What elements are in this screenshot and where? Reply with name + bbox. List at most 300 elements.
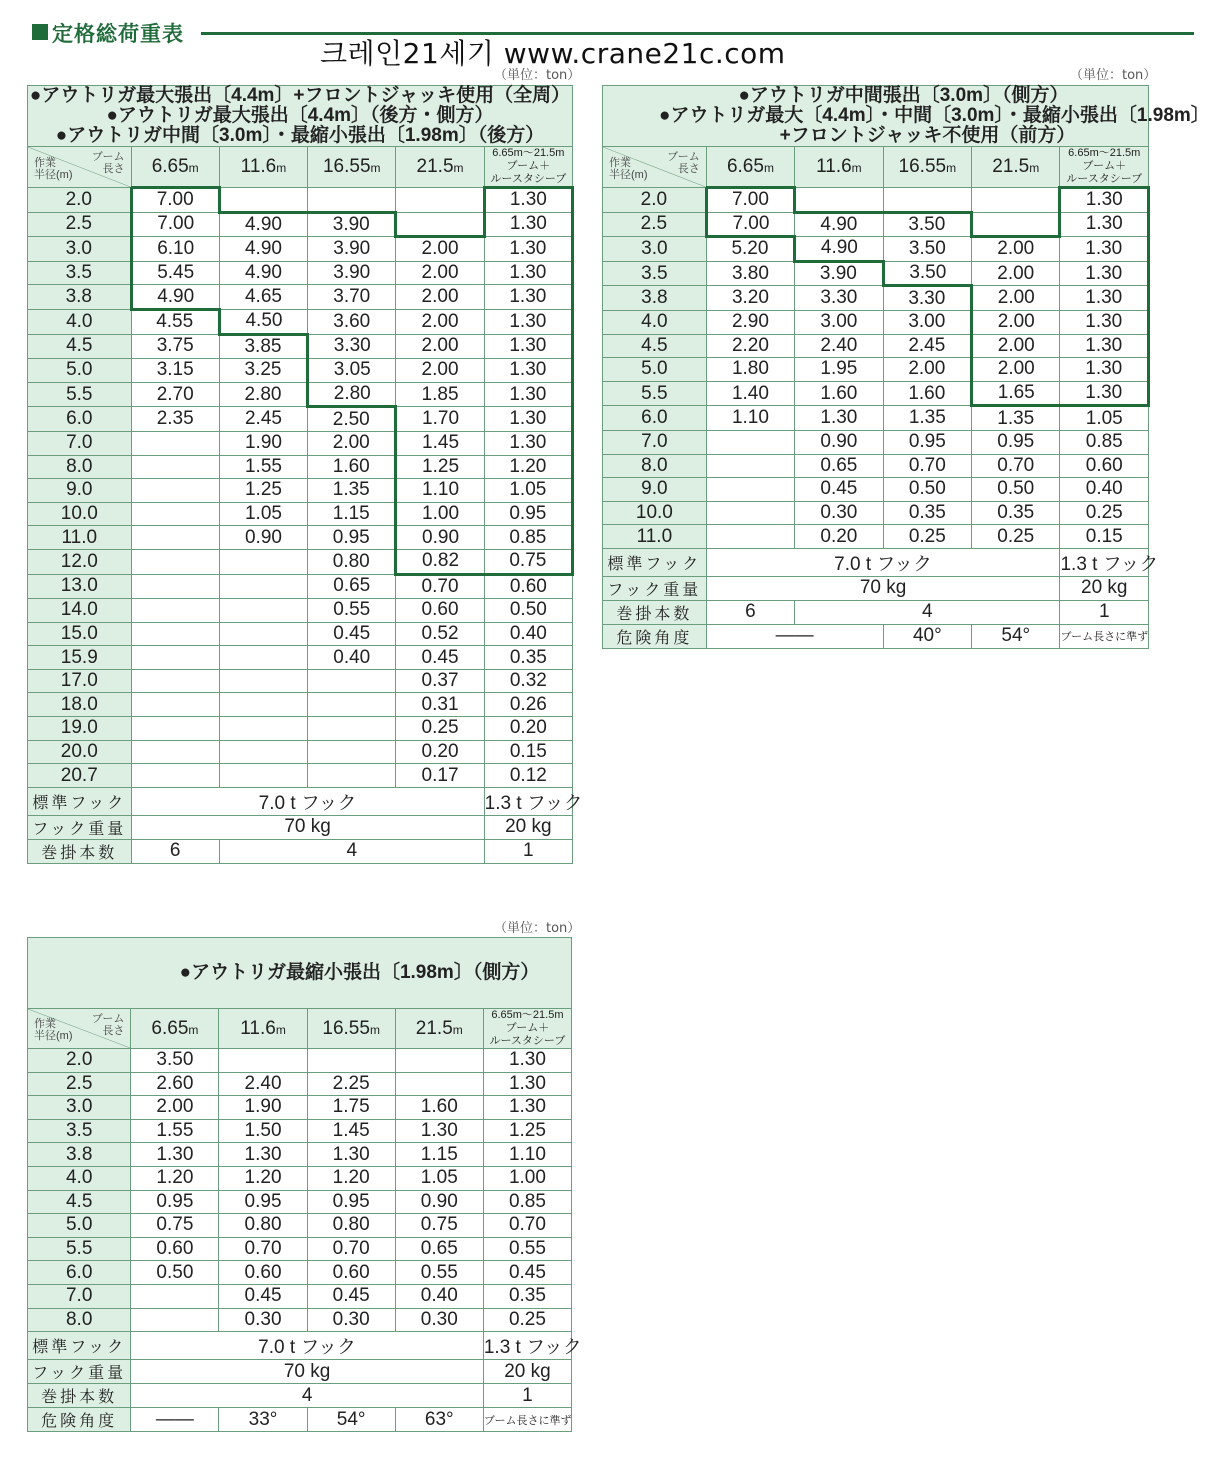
load-cell [308, 764, 396, 788]
table-row [28, 285, 573, 310]
load-cell: 1.20 [484, 455, 572, 479]
load-cell: 3.00 [883, 310, 971, 334]
table-row [603, 525, 1149, 549]
load-cell: 4.55 [131, 309, 219, 334]
corner-boom-label: ブーム 長さ [667, 151, 700, 175]
load-cell: 1.30 [483, 1072, 571, 1096]
load-cell: 1.30 [483, 1049, 571, 1073]
load-cell [131, 479, 219, 503]
load-cell: 0.35 [484, 646, 572, 670]
load-cell: 0.30 [795, 501, 883, 525]
load-cell: 1.30 [484, 237, 572, 262]
table-row [28, 1166, 572, 1190]
table-row [28, 740, 573, 764]
load-cell: 3.90 [308, 261, 396, 285]
load-cell: 3.00 [795, 310, 883, 334]
load-cell: 0.25 [396, 717, 484, 741]
load-cell: 1.10 [706, 406, 794, 431]
radius-cell: 19.0 [28, 717, 132, 741]
load-cell: 0.55 [308, 599, 396, 623]
table-row [28, 693, 573, 717]
table-row [603, 478, 1149, 502]
table-row [28, 502, 573, 526]
load-cell: 7.00 [706, 188, 794, 213]
load-cell: 4.50 [219, 309, 307, 334]
unit-suffix: m [763, 160, 774, 175]
unit-label-2: （単位：ton） [1070, 68, 1157, 83]
load-cell: 1.90 [219, 431, 307, 455]
condition-line: ●アウトリガ中間〔3.0m〕・最縮小張出〔1.98m〕（後方） [55, 125, 545, 146]
load-cell [706, 501, 794, 525]
condition-line: ●アウトリガ最大張出〔4.4m〕+フロントジャッキ使用（全周） [29, 85, 571, 106]
radius-cell: 3.8 [28, 285, 132, 310]
load-cell: 1.30 [1060, 381, 1149, 406]
radius-cell: 15.9 [28, 646, 132, 670]
load-cell: 0.40 [484, 622, 572, 646]
table-row [28, 1214, 572, 1238]
table-row [28, 382, 573, 407]
watermark-text: 크레인21세기 www.crane21c.com [320, 37, 786, 70]
parts-main: 4 [131, 1384, 484, 1408]
table-row [603, 334, 1149, 358]
hook-weight-row [28, 815, 573, 839]
table-row [603, 212, 1149, 237]
load-cell: 1.05 [395, 1166, 483, 1190]
load-cell: 7.00 [706, 212, 794, 237]
table-row [28, 334, 573, 359]
load-cell [219, 693, 307, 717]
column-header-2: 11.6m [795, 147, 883, 188]
table-row [603, 358, 1149, 382]
load-cell: 1.20 [219, 1166, 307, 1190]
parts-row [28, 839, 573, 863]
radius-cell: 13.0 [28, 574, 132, 599]
load-cell: 0.50 [883, 478, 971, 502]
load-cell: 0.55 [483, 1237, 571, 1261]
corner-radius-label: 作業 半径(m) [34, 157, 73, 181]
radius-cell: 6.0 [603, 406, 707, 431]
load-cell: 7.00 [131, 212, 219, 237]
load-cell: 1.30 [484, 431, 572, 455]
load-cell: 1.20 [131, 1166, 219, 1190]
load-cell: 0.45 [308, 622, 396, 646]
load-cell: 0.30 [219, 1308, 307, 1332]
load-cell: 2.00 [396, 309, 484, 334]
danger-label: 危険角度 [28, 1408, 131, 1432]
load-cell: 1.25 [219, 479, 307, 503]
load-cell: 0.45 [219, 1284, 307, 1308]
parts-row [28, 1384, 572, 1408]
load-cell: 0.20 [484, 717, 572, 741]
load-cell: 1.30 [131, 1143, 219, 1167]
load-cell: 0.17 [396, 764, 484, 788]
parts-main: 4 [795, 600, 1060, 624]
load-cell: 2.00 [972, 261, 1060, 286]
radius-cell: 3.5 [28, 1119, 131, 1143]
load-cell: 0.95 [219, 1190, 307, 1214]
table-row [28, 1284, 572, 1308]
load-cell [219, 764, 307, 788]
load-cell: 1.30 [307, 1143, 395, 1167]
danger-c1: —— [706, 624, 883, 648]
load-cell: 1.25 [483, 1119, 571, 1143]
radius-cell: 3.0 [28, 1096, 131, 1120]
load-cell: 1.00 [396, 502, 484, 526]
hook-weight-main: 70 kg [706, 576, 1060, 600]
load-cell: 2.25 [307, 1072, 395, 1096]
condition-line: ●アウトリガ中間張出〔3.0m〕（側方） [738, 85, 1069, 106]
load-cell [131, 764, 219, 788]
load-cell [219, 622, 307, 646]
hook-weight-aux: 20 kg [484, 815, 572, 839]
table-row [28, 261, 573, 285]
hook-main: 7.0 t フック [131, 1332, 484, 1360]
hook-weight-row [28, 1360, 572, 1384]
radius-cell: 12.0 [28, 549, 132, 574]
hook-main: 7.0 t フック [706, 548, 1060, 576]
table-row [28, 1308, 572, 1332]
condition-cell [603, 85, 1210, 147]
load-cell: 4.90 [795, 237, 883, 262]
load-cell: 0.95 [131, 1190, 219, 1214]
hook-aux: 1.3 t フック [483, 1332, 571, 1360]
load-cell: 0.80 [308, 549, 396, 574]
hook-aux: 1.3 t フック [1060, 548, 1149, 576]
load-cell: 0.85 [484, 526, 572, 550]
radius-cell: 8.0 [603, 454, 707, 478]
load-cell: 0.70 [883, 454, 971, 478]
column-header-loose-sheave: 6.65m～21.5m ブーム＋ ルースタシーブ [483, 1009, 571, 1049]
column-header-3: 16.55m [308, 147, 396, 188]
load-cell: 0.82 [396, 549, 484, 574]
load-cell: 0.95 [972, 430, 1060, 454]
danger-c4: 54° [972, 624, 1060, 648]
load-cell [308, 693, 396, 717]
radius-cell: 3.0 [28, 237, 132, 262]
danger-c2: 33° [219, 1408, 307, 1432]
unit-suffix: m [851, 161, 862, 175]
load-cell: 0.15 [1060, 525, 1149, 549]
load-cell: 2.45 [883, 334, 971, 358]
load-cell [706, 454, 794, 478]
load-table-3 [27, 937, 582, 1432]
table-row [28, 479, 573, 503]
load-table-grid [27, 85, 583, 864]
load-cell: 7.00 [131, 188, 219, 213]
load-cell: 2.40 [795, 334, 883, 358]
load-cell: 2.70 [131, 382, 219, 407]
load-cell: 1.30 [1060, 286, 1149, 311]
hook-weight-main: 70 kg [131, 815, 484, 839]
radius-cell: 2.5 [603, 212, 707, 237]
load-cell [131, 646, 219, 670]
load-cell: 1.40 [706, 381, 794, 406]
load-cell: 1.30 [484, 407, 572, 432]
load-cell [131, 622, 219, 646]
table-row [28, 764, 573, 788]
unit-suffix: m [188, 1022, 199, 1037]
load-cell [131, 599, 219, 623]
parts-label: 巻掛本数 [603, 600, 707, 624]
load-cell: 0.20 [396, 740, 484, 764]
load-cell: 0.50 [484, 599, 572, 623]
load-cell: 3.25 [219, 359, 307, 383]
table-row [28, 599, 573, 623]
column-header-3: 16.55m [883, 147, 971, 188]
load-cell [219, 1049, 307, 1073]
load-cell: 1.30 [1060, 334, 1149, 358]
hook-weight-main: 70 kg [131, 1360, 484, 1384]
load-cell [706, 430, 794, 454]
load-cell: 1.30 [1060, 237, 1149, 262]
load-cell: 5.45 [131, 261, 219, 285]
condition-line: ●アウトリガ最縮小張出〔1.98m〕（側方） [179, 962, 540, 983]
danger-c4: 63° [395, 1408, 483, 1432]
load-cell: 0.35 [483, 1284, 571, 1308]
load-cell: 0.15 [484, 740, 572, 764]
radius-cell: 3.5 [603, 261, 707, 286]
load-cell: 3.75 [131, 334, 219, 359]
load-cell: 0.80 [307, 1214, 395, 1238]
danger-c3: 54° [307, 1408, 395, 1432]
load-cell [219, 669, 307, 693]
column-header-row [603, 147, 1149, 188]
table-row [28, 1190, 572, 1214]
condition-cell [28, 86, 573, 147]
radius-cell: 5.5 [28, 382, 132, 407]
load-cell: 2.80 [219, 382, 307, 407]
load-cell: 0.75 [131, 1214, 219, 1238]
condition-row [28, 938, 572, 1009]
column-header-3: 16.55m [307, 1009, 395, 1049]
load-cell: 0.45 [307, 1284, 395, 1308]
load-cell: 1.05 [219, 502, 307, 526]
load-cell: 0.37 [396, 669, 484, 693]
parts-aux: 1 [484, 839, 572, 863]
load-cell: 0.95 [484, 502, 572, 526]
load-cell: 0.90 [795, 430, 883, 454]
unit-suffix: m [1029, 161, 1040, 175]
load-cell: 0.80 [219, 1214, 307, 1238]
load-cell: 3.05 [308, 359, 396, 383]
table-row [603, 381, 1149, 406]
load-cell: 0.32 [484, 669, 572, 693]
radius-cell: 8.0 [28, 455, 132, 479]
radius-cell: 5.5 [603, 381, 707, 406]
load-table-1 [27, 85, 583, 864]
load-cell: 3.50 [883, 212, 971, 237]
load-cell [396, 212, 484, 237]
radius-cell: 11.0 [603, 525, 707, 549]
load-cell: 1.30 [1060, 212, 1149, 237]
load-cell: 4.90 [795, 212, 883, 237]
load-cell: 1.05 [1060, 406, 1149, 431]
load-cell: 1.20 [307, 1166, 395, 1190]
radius-cell: 2.5 [28, 1072, 131, 1096]
load-cell: 0.75 [395, 1214, 483, 1238]
parts-first: 6 [706, 600, 794, 624]
table-row [28, 1049, 572, 1073]
load-cell: 1.45 [307, 1119, 395, 1143]
load-cell: 0.45 [396, 646, 484, 670]
load-cell: 0.85 [1060, 430, 1149, 454]
table-row [603, 261, 1149, 286]
load-cell: 3.15 [131, 359, 219, 383]
corner-cell [603, 147, 707, 188]
load-cell [131, 526, 219, 550]
table-row [603, 237, 1149, 262]
radius-cell: 5.0 [28, 1214, 131, 1238]
load-cell: 0.70 [972, 454, 1060, 478]
load-cell: 4.65 [219, 285, 307, 310]
corner-radius-label: 作業 半径(m) [34, 1018, 73, 1042]
table-row [28, 549, 573, 574]
load-cell: 0.85 [483, 1190, 571, 1214]
load-table-2 [602, 85, 1210, 649]
hook-row [28, 787, 573, 815]
load-cell: 0.30 [395, 1308, 483, 1332]
load-cell: 0.70 [396, 574, 484, 599]
load-cell: 1.15 [308, 502, 396, 526]
load-cell: 2.00 [396, 285, 484, 310]
unit-suffix: m [276, 161, 287, 175]
load-cell [219, 740, 307, 764]
load-cell: 1.55 [131, 1119, 219, 1143]
load-cell [706, 478, 794, 502]
table-row [603, 286, 1149, 311]
table-row [603, 501, 1149, 525]
load-cell: 4.90 [219, 237, 307, 262]
radius-cell: 10.0 [603, 501, 707, 525]
load-cell: 1.45 [396, 431, 484, 455]
hook-aux: 1.3 t フック [484, 787, 572, 815]
table-row [28, 717, 573, 741]
hook-weight-label: フック重量 [28, 815, 132, 839]
load-cell [131, 431, 219, 455]
parts-label: 巻掛本数 [28, 839, 132, 863]
table-row [603, 430, 1149, 454]
danger-angle-row [28, 1408, 572, 1432]
hook-label: 標準フック [28, 787, 132, 815]
load-cell: 2.80 [308, 382, 396, 407]
radius-cell: 17.0 [28, 669, 132, 693]
radius-cell: 9.0 [603, 478, 707, 502]
parts-row [603, 600, 1149, 624]
load-cell: 0.35 [972, 501, 1060, 525]
corner-boom-label: ブーム 長さ [91, 1013, 125, 1037]
load-cell: 1.30 [483, 1096, 571, 1120]
load-cell: 2.00 [972, 334, 1060, 358]
load-cell: 1.25 [396, 455, 484, 479]
load-cell: 0.60 [219, 1261, 307, 1285]
load-cell [308, 188, 396, 213]
load-cell: 0.60 [484, 574, 572, 599]
parts-aux: 1 [483, 1384, 571, 1408]
load-cell: 0.70 [219, 1237, 307, 1261]
load-cell: 2.00 [972, 237, 1060, 262]
load-cell: 1.60 [395, 1096, 483, 1120]
corner-radius-label: 作業 半径(m) [609, 157, 648, 181]
unit-label-3: （単位：ton） [494, 921, 581, 936]
table-row [28, 574, 573, 599]
load-cell [395, 1072, 483, 1096]
load-cell: 0.25 [483, 1308, 571, 1332]
radius-cell: 15.0 [28, 622, 132, 646]
radius-cell: 3.8 [603, 286, 707, 311]
load-cell: 2.00 [131, 1096, 219, 1120]
radius-cell: 8.0 [28, 1308, 131, 1332]
column-header-2: 11.6m [219, 1009, 307, 1049]
load-cell: 0.60 [1060, 454, 1149, 478]
hook-main: 7.0 t フック [131, 787, 484, 815]
danger-label: 危険角度 [603, 624, 707, 648]
corner-cell [28, 1009, 131, 1049]
table-row [28, 212, 573, 237]
load-cell: 1.30 [484, 212, 572, 237]
load-cell: 3.30 [308, 334, 396, 359]
load-cell: 0.25 [972, 525, 1060, 549]
load-cell: 1.85 [396, 382, 484, 407]
load-cell: 3.70 [308, 285, 396, 310]
load-cell: 1.30 [395, 1119, 483, 1143]
load-cell: 2.00 [972, 286, 1060, 311]
parts-main: 4 [219, 839, 484, 863]
load-cell: 1.30 [1060, 261, 1149, 286]
load-cell [131, 693, 219, 717]
column-header-2: 11.6m [219, 147, 307, 188]
page-title: 定格総荷重表 [52, 22, 184, 46]
load-cell [131, 455, 219, 479]
hook-row [28, 1332, 572, 1360]
load-cell [219, 646, 307, 670]
load-cell: 0.60 [131, 1237, 219, 1261]
unit-suffix: m [946, 161, 957, 175]
load-cell: 6.10 [131, 237, 219, 262]
load-cell: 2.40 [219, 1072, 307, 1096]
condition-cell [28, 938, 572, 1009]
load-cell: 4.90 [219, 212, 307, 237]
column-header-1: 6.65m [131, 1009, 219, 1049]
radius-cell: 11.0 [28, 526, 132, 550]
load-cell: 1.30 [484, 309, 572, 334]
table-row [28, 407, 573, 432]
condition-line: ●アウトリガ最大〔4.4m〕・中間〔3.0m〕・最縮小張出〔1.98m〕 [659, 105, 1210, 126]
load-cell: 3.50 [131, 1049, 219, 1073]
corner-cell [28, 147, 132, 188]
load-cell: 1.35 [883, 406, 971, 431]
condition-row [603, 86, 1149, 147]
column-header-loose-sheave: 6.65m～21.5m ブーム＋ ルースタシーブ [484, 147, 572, 188]
radius-cell: 4.0 [603, 310, 707, 334]
load-cell: 0.50 [131, 1261, 219, 1285]
column-header-1: 6.65m [706, 147, 794, 188]
unit-suffix: m [452, 1022, 463, 1037]
load-cell: 1.15 [395, 1143, 483, 1167]
load-cell: 1.30 [219, 1143, 307, 1167]
parts-label: 巻掛本数 [28, 1384, 131, 1408]
unit-suffix: m [370, 161, 381, 175]
load-cell [307, 1049, 395, 1073]
load-cell [219, 717, 307, 741]
radius-cell: 20.0 [28, 740, 132, 764]
load-cell: 2.45 [219, 407, 307, 432]
radius-cell: 2.0 [28, 1049, 131, 1073]
load-cell: 1.30 [795, 406, 883, 431]
table-row [603, 406, 1149, 431]
load-cell [883, 188, 971, 213]
load-cell: 3.80 [706, 261, 794, 286]
hook-label: 標準フック [603, 548, 707, 576]
